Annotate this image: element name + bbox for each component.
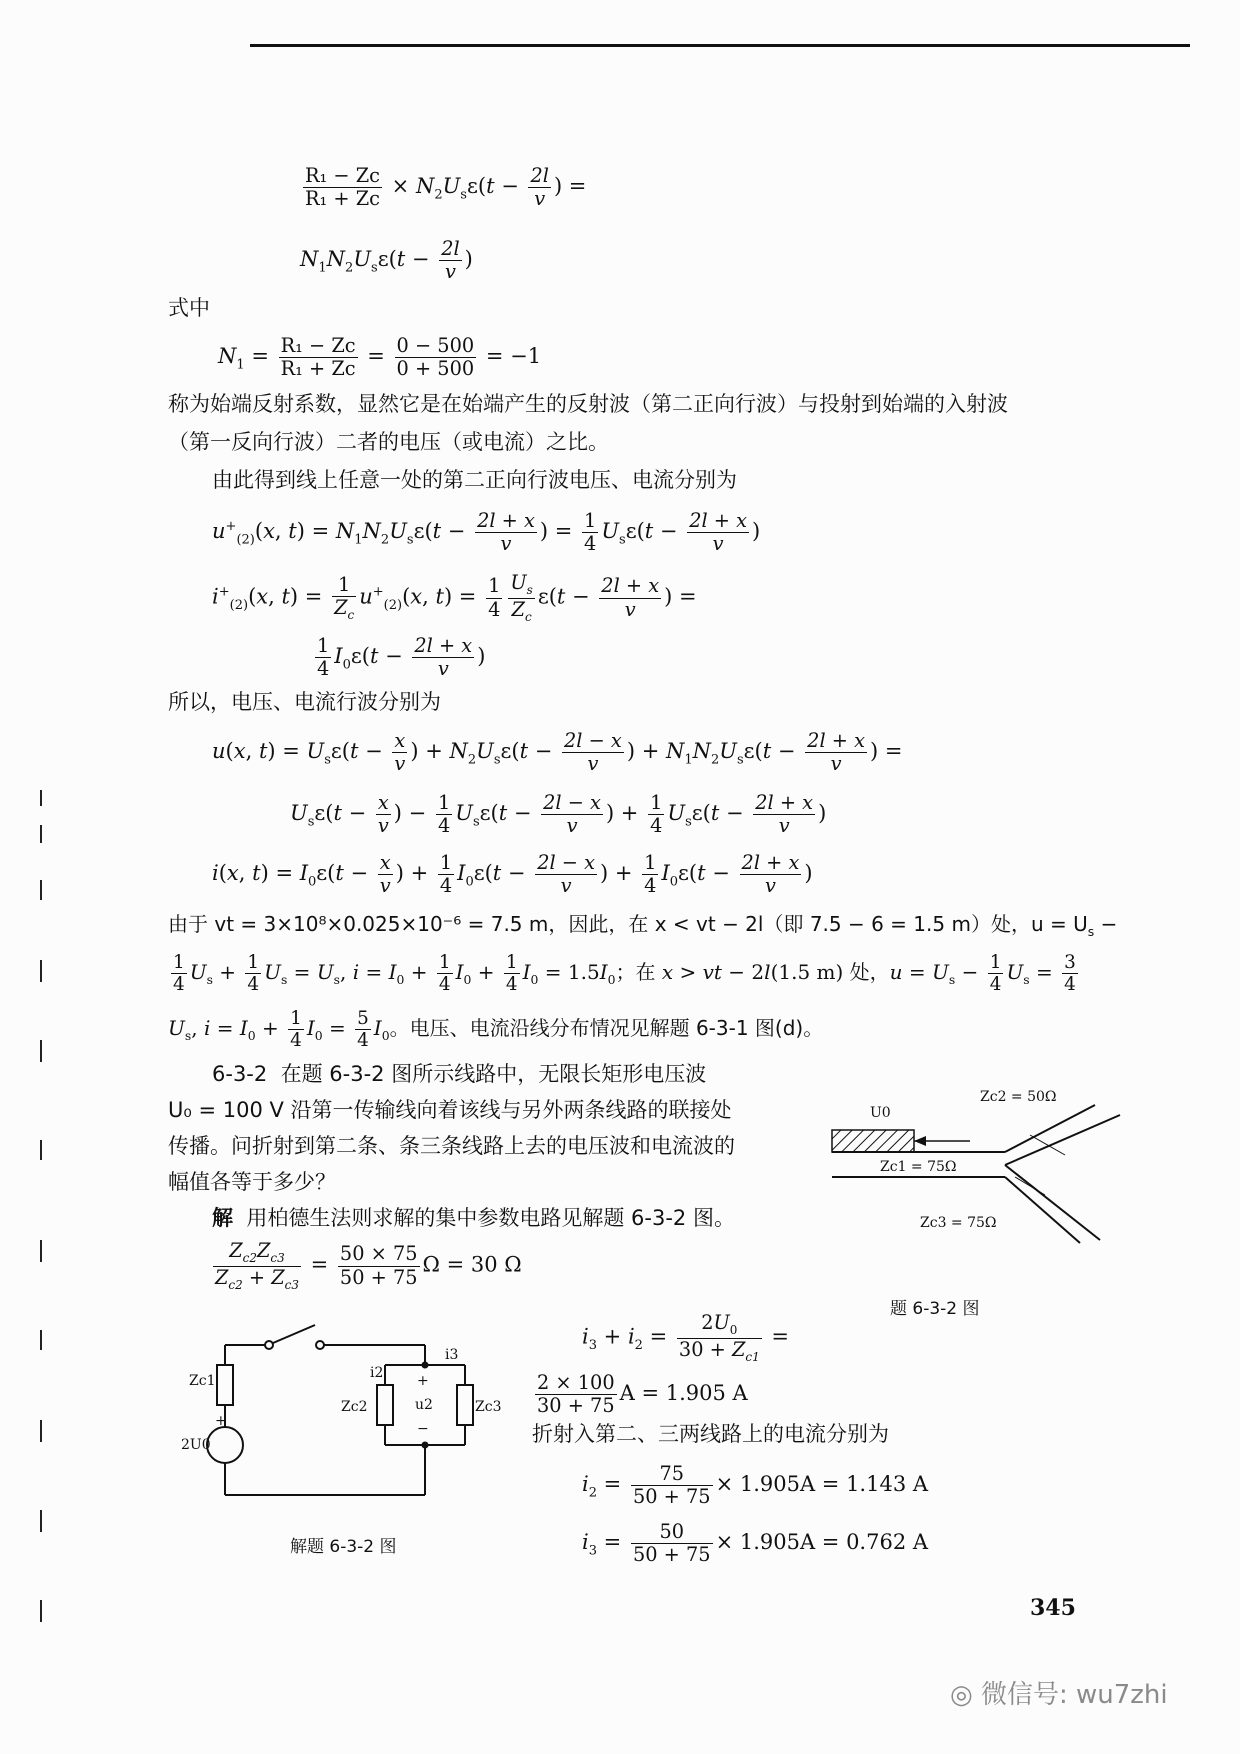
header-rule: [250, 44, 1190, 47]
problem-statement-line1: [212, 1062, 706, 1087]
problem-statement-line2: U₀ = 100 V 沿第一传输线向着该线与另外两条线路的联接处: [168, 1098, 732, 1122]
figure-caption-problem: 题 6-3-2 图: [890, 1299, 980, 1319]
fraction-denominator: 50 + 75: [632, 1543, 711, 1567]
i3-label: i3: [445, 1347, 459, 1363]
margin-mark: [40, 1420, 42, 1442]
fraction-denominator: 50 + 75: [632, 1485, 711, 1509]
fraction-denominator: 30 + 75: [537, 1394, 615, 1418]
equation-i2-plus: $i^+_{(2)}(x$, t) = $\frac{1}{Z_c}$ $u^+_{(2)}(x$, t) = $\frac{1}{4}$ $\frac{U_s}{Z_c}$ ε(t − $\frac{2l + x}{v}$ ) =: [212, 571, 697, 624]
fraction-denominator: 0 + 500: [396, 357, 475, 381]
margin-mark: [40, 1240, 42, 1262]
equation-reflected-wave-result: $N_1N_2U_s\varepsilon(t$ − $\frac{2l}{v}$ ): [300, 237, 473, 284]
due-to-text: 由于 vt = 3×10⁸×0.025×10⁻⁶ = 7.5 m，因此，在 x < vt − 2l（即 7.5 − 6 = 1.5 m）处，u = U: [168, 912, 1088, 936]
problem-number: 6-3-2: [212, 1062, 268, 1086]
equation-u-total: u(x, $t) = U_s\varepsilon(t$ − $\frac{x}{v}$ ) + $N_2U_s\varepsilon(t$ − $\frac{2l - x}{v}$ ) + $N_1N_2U_s\varepsilon(t$ − $\frac{2l + x}{v}$ ) =: [212, 729, 903, 776]
zc2-resistor: [377, 1385, 393, 1425]
u-symbol: U: [168, 1016, 185, 1041]
voltage-source-icon: [207, 1427, 243, 1463]
solution-label: 解: [212, 1206, 233, 1230]
zc3-circuit-label: Zc3: [475, 1399, 502, 1415]
wechat-icon: ◎: [950, 1680, 973, 1710]
page-number: 345: [1030, 1595, 1076, 1621]
equation-n1: $N_1$ = $\frac{\text{R₁ − Zc}}{\text{R₁ + Zc}}$ = $\frac{0 - 500}{0 + 500}$ = −1: [218, 334, 542, 381]
i-sum-result: A = 1.905 A: [619, 1381, 748, 1406]
paragraph-due-to: 由于 vt = 3×10⁸×0.025×10⁻⁶ = 7.5 m，因此，在 x < vt − 2l（即 7.5 − 6 = 1.5 m）处，$u = U_s$ −: [168, 912, 1118, 939]
voltage-wave-block: [832, 1130, 914, 1152]
fraction-numerator: 2 × 100: [537, 1371, 615, 1394]
fraction-numerator: 50: [631, 1521, 713, 1544]
see-figure-text: 。电压、电流沿线分布情况见解题 6-3-1 图(d)。: [389, 1016, 824, 1041]
i3-result: × 1.905A = 0.762 A: [715, 1530, 929, 1555]
source-label: 2U0: [181, 1437, 211, 1453]
equation-current-region1: $\frac{1}{4}$ $U_s$ + $\frac{1}{4}$ $U_s = U_s$, $i = I_0$ + $\frac{1}{4}$ $I_0$ + $\frac{1}{4}$ $I_0 = 1.5I_0$；在 x > vt − 2l(1.5 m) 处，$u = U_s$ − $\frac{1}{4}$ $U_s$ = $\frac{3}{4}$: [173, 952, 1076, 996]
equation-i-total: i(x, $t) = I_0\varepsilon(t$ − $\frac{x}{v}$ ) + $\frac{1}{4}$ $I_0\varepsilon(t$ − $\frac{2l - x}{v}$ ) + $\frac{1}{4}$ $I_0\varepsilon(t$ − $\frac{2l + x}{v}$ ): [212, 851, 813, 898]
zc1-resistor: [217, 1365, 233, 1405]
zc3-resistor: [457, 1385, 473, 1425]
margin-mark: [40, 1510, 42, 1532]
equation-i2: $i_2$ = $\frac{75}{50 + 75}$ × 1.905A = 1.143 A: [582, 1462, 929, 1509]
problem-text: 在题 6-3-2 图所示线路中，无限长矩形电压波: [280, 1062, 707, 1086]
n1-result: = −1: [485, 344, 542, 369]
paragraph-second-wave: 由此得到线上任意一处的第二正向行波电压、电流分别为: [212, 468, 737, 492]
u0-label: U0: [870, 1105, 891, 1121]
paragraph-reflection-cont: （第一反向行波）二者的电压（或电流）之比。: [168, 430, 609, 454]
equation-i2-plus-result: $\frac{1}{4}$ $I_0\varepsilon(t$ − $\frac{2l + x}{v}$ ): [317, 634, 486, 681]
fraction-numerator: R₁ − Zc: [305, 164, 380, 187]
equation-i-sum: $i_3 + i_2$ = $\frac{2U_0}{30 + Z_{c1}}$ =: [582, 1311, 789, 1364]
zc3-label: Zc3 = 75Ω: [920, 1215, 997, 1231]
margin-mark: [40, 960, 42, 982]
figure-transmission-lines: [830, 1089, 1140, 1245]
equation-parallel-impedance: $\frac{Z_{c2}Z_{c3}}{Z_{c2} + Z_{c3}}$ = $\frac{50 \times 75}{50 + 75}$ Ω = 30 Ω: [215, 1239, 522, 1292]
margin-mark: [40, 1600, 42, 1622]
margin-mark: [40, 1140, 42, 1160]
parallel-result: Ω = 30 Ω: [422, 1252, 522, 1277]
solution-intro: [212, 1206, 735, 1231]
fraction-denominator: R₁ + Zc: [280, 357, 356, 381]
fraction-numerator: 50 × 75: [339, 1242, 418, 1266]
equation-i-sum-result: [532, 1372, 748, 1417]
fraction-numerator: 75: [631, 1463, 713, 1486]
margin-mark: [40, 1040, 42, 1062]
figure-lumped-circuit: [165, 1305, 502, 1505]
equation-u2-plus: $u^+_{(2)}(x$, $t) = N_1N_2U_s\varepsilon(t$ − $\frac{2l + x}{v}$ ) = $\frac{1}{4}$ $U_s\varepsilon(t$ − $\frac{2l + x}{v}$ ): [212, 509, 761, 556]
margin-mark: [40, 880, 42, 900]
fraction-numerator: 0 − 500: [396, 334, 475, 357]
margin-mark: [40, 790, 42, 806]
watermark-text: 微信号: wu7zhi: [980, 1680, 1168, 1710]
paragraph-reflection: 称为始端反射系数，显然它是在始端产生的反射波（第二正向行波）与投射到始端的入射波: [168, 392, 1008, 416]
paragraph-refracted: 折射入第二、三两线路上的电流分别为: [532, 1422, 889, 1446]
equation-u-total-simplified: $U_s\varepsilon(t$ − $\frac{x}{v}$ ) − $\frac{1}{4}$ $U_s\varepsilon(t$ − $\frac{2l - x}{v}$ ) + $\frac{1}{4}$ $U_s\varepsilon(t$ − $\frac{2l + x}{v}$ ): [290, 791, 827, 838]
switch-icon: [273, 1325, 315, 1343]
zc2-circuit-label: Zc2: [341, 1399, 368, 1415]
margin-mark: [40, 825, 42, 843]
figure-caption-solution: 解题 6-3-2 图: [290, 1537, 397, 1557]
i2-result: × 1.905A = 1.143 A: [715, 1472, 929, 1497]
solution-text: 用柏德生法则求解的集中参数电路见解题 6-3-2 图。: [246, 1206, 735, 1230]
paragraph-therefore: 所以，电压、电流行波分别为: [168, 690, 441, 714]
zc1-label: Zc1 = 75Ω: [880, 1159, 957, 1175]
watermark: [950, 1680, 1168, 1711]
problem-statement-line4: 幅值各等于多少？: [168, 1170, 336, 1194]
u2-label: u2: [415, 1397, 433, 1413]
fraction-denominator: R₁ + Zc: [305, 187, 380, 211]
fraction-numerator: R₁ − Zc: [280, 334, 356, 357]
equation-current-region2: $U_s$, $i = I_0$ + $\frac{1}{4}$ $I_0$ = $\frac{5}{4}$ $I_0$。电压、电流沿线分布情况见解题 6-3-1 图(d)。: [168, 1008, 824, 1052]
label-shizhong: 式中: [168, 296, 210, 320]
source-plus: +: [215, 1413, 227, 1429]
zc2-label: Zc2 = 50Ω: [980, 1089, 1057, 1105]
equation-i3: $i_3$ = $\frac{50}{50 + 75}$ × 1.905A = 0.762 A: [582, 1520, 929, 1567]
arrow-icon: [914, 1136, 926, 1146]
problem-statement-line3: 传播。问折射到第二条、条三条线路上去的电压波和电流波的: [168, 1134, 735, 1158]
u2-plus: +: [417, 1373, 429, 1389]
i2-label: i2: [370, 1365, 384, 1381]
u2-minus: −: [417, 1421, 429, 1437]
lumped-circuit-diagram: [165, 1305, 495, 1505]
fraction-denominator: 50 + 75: [339, 1265, 418, 1289]
equation-reflected-wave: $\frac{\text{R₁ − Zc}}{\text{R₁ + Zc}}$ × $N_2U_s\varepsilon(t$ − $\frac{2l}{v}$ ) =: [305, 164, 587, 211]
margin-mark: [40, 1330, 42, 1350]
zc1-circuit-label: Zc1: [189, 1373, 216, 1389]
